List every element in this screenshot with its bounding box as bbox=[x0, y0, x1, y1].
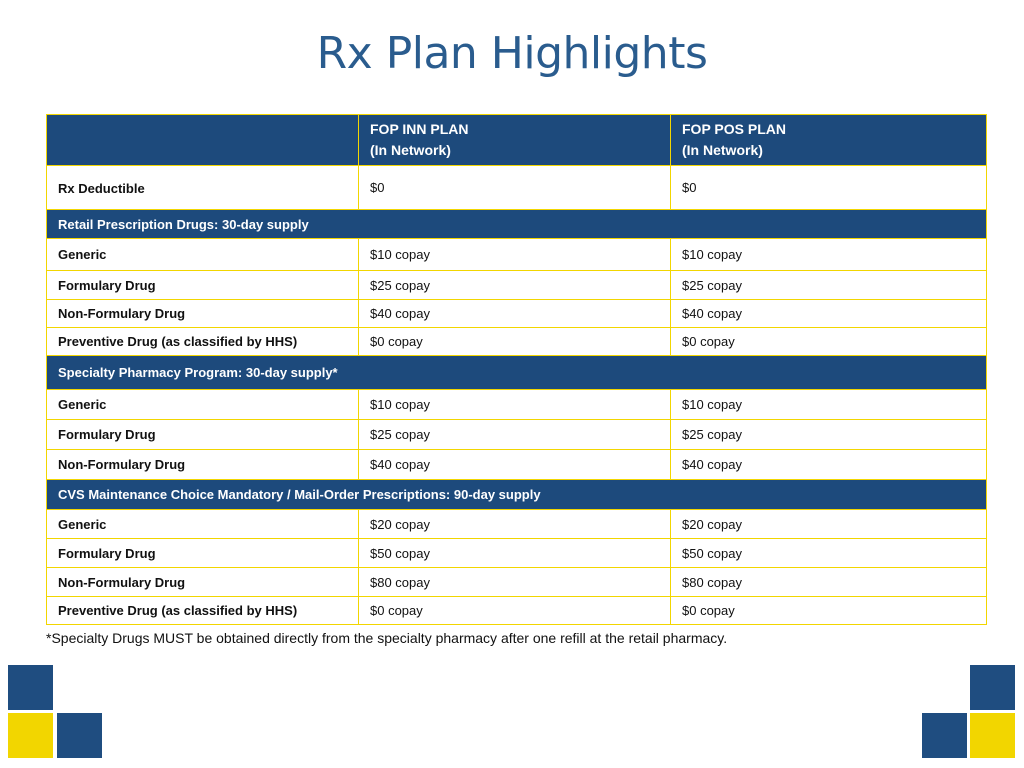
row-pos-value: $40 copay bbox=[671, 300, 987, 328]
row-pos-value: $40 copay bbox=[671, 450, 987, 480]
row-inn-value: $50 copay bbox=[359, 539, 671, 568]
row-inn-value: $40 copay bbox=[359, 450, 671, 480]
row-inn-value: $0 copay bbox=[359, 597, 671, 625]
decor-square-yellow bbox=[970, 713, 1015, 758]
decor-square-blue bbox=[922, 713, 967, 758]
table-row bbox=[47, 539, 987, 568]
row-pos-value: $20 copay bbox=[671, 510, 987, 539]
header-pos-plan bbox=[671, 115, 987, 166]
rx-plan-table bbox=[46, 114, 987, 625]
table-row bbox=[47, 390, 987, 420]
row-label: Rx Deductible bbox=[47, 166, 359, 210]
section-header-specialty bbox=[47, 356, 987, 390]
row-pos-value: $10 copay bbox=[671, 239, 987, 271]
row-inn-value: $0 copay bbox=[359, 328, 671, 356]
decor-square-blue bbox=[57, 713, 102, 758]
row-inn-value: $40 copay bbox=[359, 300, 671, 328]
table-row bbox=[47, 568, 987, 597]
header-pos-plan-network: (In Network) bbox=[682, 142, 763, 158]
header-inn-plan-name: FOP INN PLAN bbox=[370, 121, 469, 137]
row-label: Generic bbox=[47, 239, 359, 271]
section-title: Retail Prescription Drugs: 30-day supply bbox=[47, 210, 987, 239]
decor-square-yellow bbox=[8, 713, 53, 758]
header-empty-cell bbox=[47, 115, 359, 166]
row-label: Formulary Drug bbox=[47, 271, 359, 300]
decor-square-blue bbox=[970, 665, 1015, 710]
row-label: Preventive Drug (as classified by HHS) bbox=[47, 597, 359, 625]
row-label: Preventive Drug (as classified by HHS) bbox=[47, 328, 359, 356]
row-pos-value: $0 bbox=[671, 166, 987, 210]
row-pos-value: $50 copay bbox=[671, 539, 987, 568]
table-header-row bbox=[47, 115, 987, 166]
decor-square-blue bbox=[8, 665, 53, 710]
table-row bbox=[47, 450, 987, 480]
row-inn-value: $80 copay bbox=[359, 568, 671, 597]
row-label: Generic bbox=[47, 510, 359, 539]
table-row bbox=[47, 328, 987, 356]
footnote: *Specialty Drugs MUST be obtained directly from the specialty pharmacy after one refill at the retail pharmacy. bbox=[46, 630, 728, 646]
table-row bbox=[47, 420, 987, 450]
table-row bbox=[47, 300, 987, 328]
row-label: Formulary Drug bbox=[47, 420, 359, 450]
row-inn-value: $20 copay bbox=[359, 510, 671, 539]
row-pos-value: $25 copay bbox=[671, 420, 987, 450]
table-row bbox=[47, 271, 987, 300]
row-inn-value: $10 copay bbox=[359, 390, 671, 420]
section-header-retail bbox=[47, 210, 987, 239]
section-header-mail-order bbox=[47, 480, 987, 510]
row-label: Non-Formulary Drug bbox=[47, 568, 359, 597]
table-row bbox=[47, 239, 987, 271]
row-label: Generic bbox=[47, 390, 359, 420]
table-row bbox=[47, 597, 987, 625]
header-pos-plan-name: FOP POS PLAN bbox=[682, 121, 786, 137]
page-title: Rx Plan Highlights bbox=[316, 28, 708, 79]
row-pos-value: $25 copay bbox=[671, 271, 987, 300]
row-label: Non-Formulary Drug bbox=[47, 450, 359, 480]
row-label: Non-Formulary Drug bbox=[47, 300, 359, 328]
table-row-deductible bbox=[47, 166, 987, 210]
section-title: CVS Maintenance Choice Mandatory / Mail-Order Prescriptions: 90-day supply bbox=[47, 480, 987, 510]
row-pos-value: $0 copay bbox=[671, 597, 987, 625]
row-inn-value: $0 bbox=[359, 166, 671, 210]
row-inn-value: $25 copay bbox=[359, 420, 671, 450]
row-label: Formulary Drug bbox=[47, 539, 359, 568]
row-pos-value: $10 copay bbox=[671, 390, 987, 420]
section-title: Specialty Pharmacy Program: 30-day supply* bbox=[47, 356, 987, 390]
header-inn-plan bbox=[359, 115, 671, 166]
row-inn-value: $25 copay bbox=[359, 271, 671, 300]
row-pos-value: $0 copay bbox=[671, 328, 987, 356]
table-row bbox=[47, 510, 987, 539]
header-inn-plan-network: (In Network) bbox=[370, 142, 451, 158]
row-inn-value: $10 copay bbox=[359, 239, 671, 271]
row-pos-value: $80 copay bbox=[671, 568, 987, 597]
